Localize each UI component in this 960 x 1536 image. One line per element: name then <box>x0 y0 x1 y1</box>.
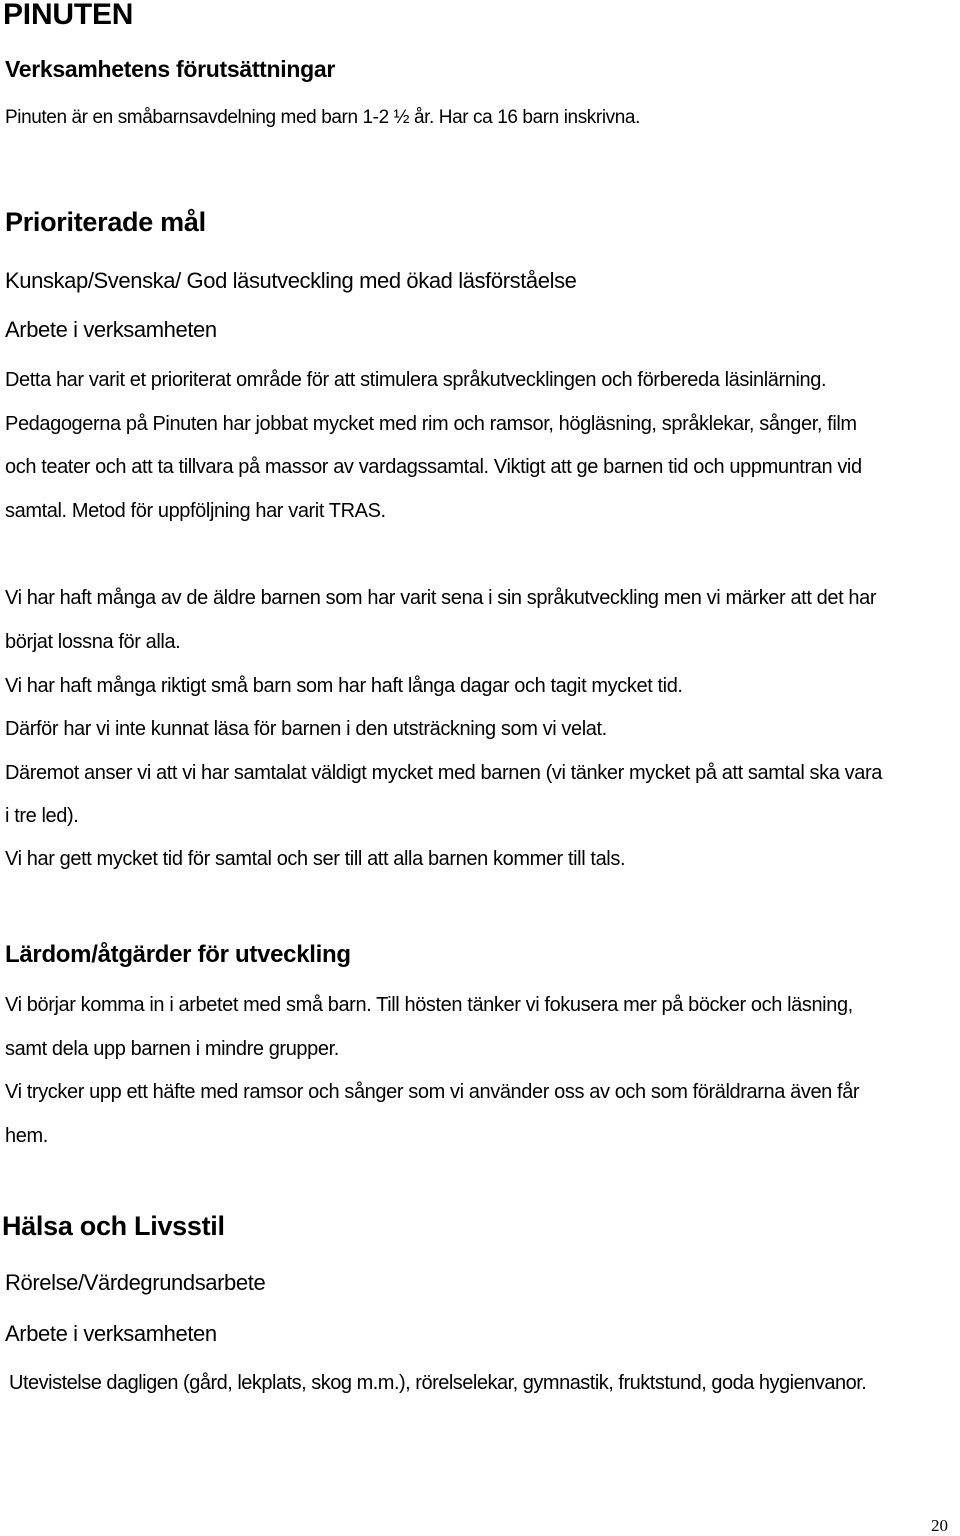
paragraph-line: Vi har gett mycket tid för samtal och ser till att alla barnen kommer till tals. <box>5 848 626 870</box>
page-title: PINUTEN <box>3 0 134 31</box>
paragraph-line: Utevistelse dagligen (gård, lekplats, skog m.m.), rörelselekar, gymnastik, fruktstund, goda hygienvanor. <box>9 1372 867 1394</box>
paragraph-line: börjat lossna för alla. <box>5 631 181 653</box>
paragraph-line: Vi trycker upp ett häfte med ramsor och sånger som vi använder oss av och som föräldrarna även får <box>5 1081 860 1103</box>
paragraph-line: Vi börjar komma in i arbetet med små barn. Till hösten tänker vi fokusera mer på böcker och läsning, <box>5 994 853 1016</box>
section-heading-lardom: Lärdom/åtgärder för utveckling <box>5 941 351 968</box>
work-heading-halsa: Arbete i verksamheten <box>5 1321 217 1346</box>
goal-heading-halsa: Rörelse/Värdegrundsarbete <box>5 1270 266 1295</box>
paragraph-line: Däremot anser vi att vi har samtalat väldigt mycket med barnen (vi tänker mycket på att samtal ska vara <box>5 762 882 784</box>
paragraph-line: i tre led). <box>5 805 79 827</box>
section-heading-halsa: Hälsa och Livsstil <box>2 1211 225 1241</box>
work-heading: Arbete i verksamheten <box>5 317 217 342</box>
intro-paragraph: Pinuten är en småbarnsavdelning med barn 1-2 ½ år. Har ca 16 barn inskrivna. <box>5 107 640 128</box>
section-heading-forutsattningar: Verksamhetens förutsättningar <box>5 56 336 82</box>
page-number: 20 <box>931 1516 948 1535</box>
section-heading-prioriterade: Prioriterade mål <box>5 207 206 237</box>
paragraph-line: hem. <box>5 1125 48 1147</box>
paragraph-line: Vi har haft många riktigt små barn som har haft långa dagar och tagit mycket tid. <box>5 675 683 697</box>
paragraph-line: Vi har haft många av de äldre barnen som har varit sena i sin språkutveckling men vi märker att det har <box>5 587 877 609</box>
paragraph-line: och teater och att ta tillvara på massor av vardagssamtal. Viktigt att ge barnen tid och uppmuntran vid <box>5 456 862 478</box>
paragraph-line: samt dela upp barnen i mindre grupper. <box>5 1038 339 1060</box>
paragraph-line: Därför har vi inte kunnat läsa för barnen i den utsträckning som vi velat. <box>5 718 607 740</box>
paragraph-line: samtal. Metod för uppföljning har varit TRAS. <box>5 500 386 522</box>
paragraph-line: Detta har varit et prioriterat område för att stimulera språkutvecklingen och förbereda läsinlärning. <box>5 369 827 391</box>
paragraph-line: Pedagogerna på Pinuten har jobbat mycket med rim och ramsor, högläsning, språklekar, sånger, film <box>5 413 857 435</box>
goal-heading: Kunskap/Svenska/ God läsutveckling med ökad läsförståelse <box>5 268 577 293</box>
